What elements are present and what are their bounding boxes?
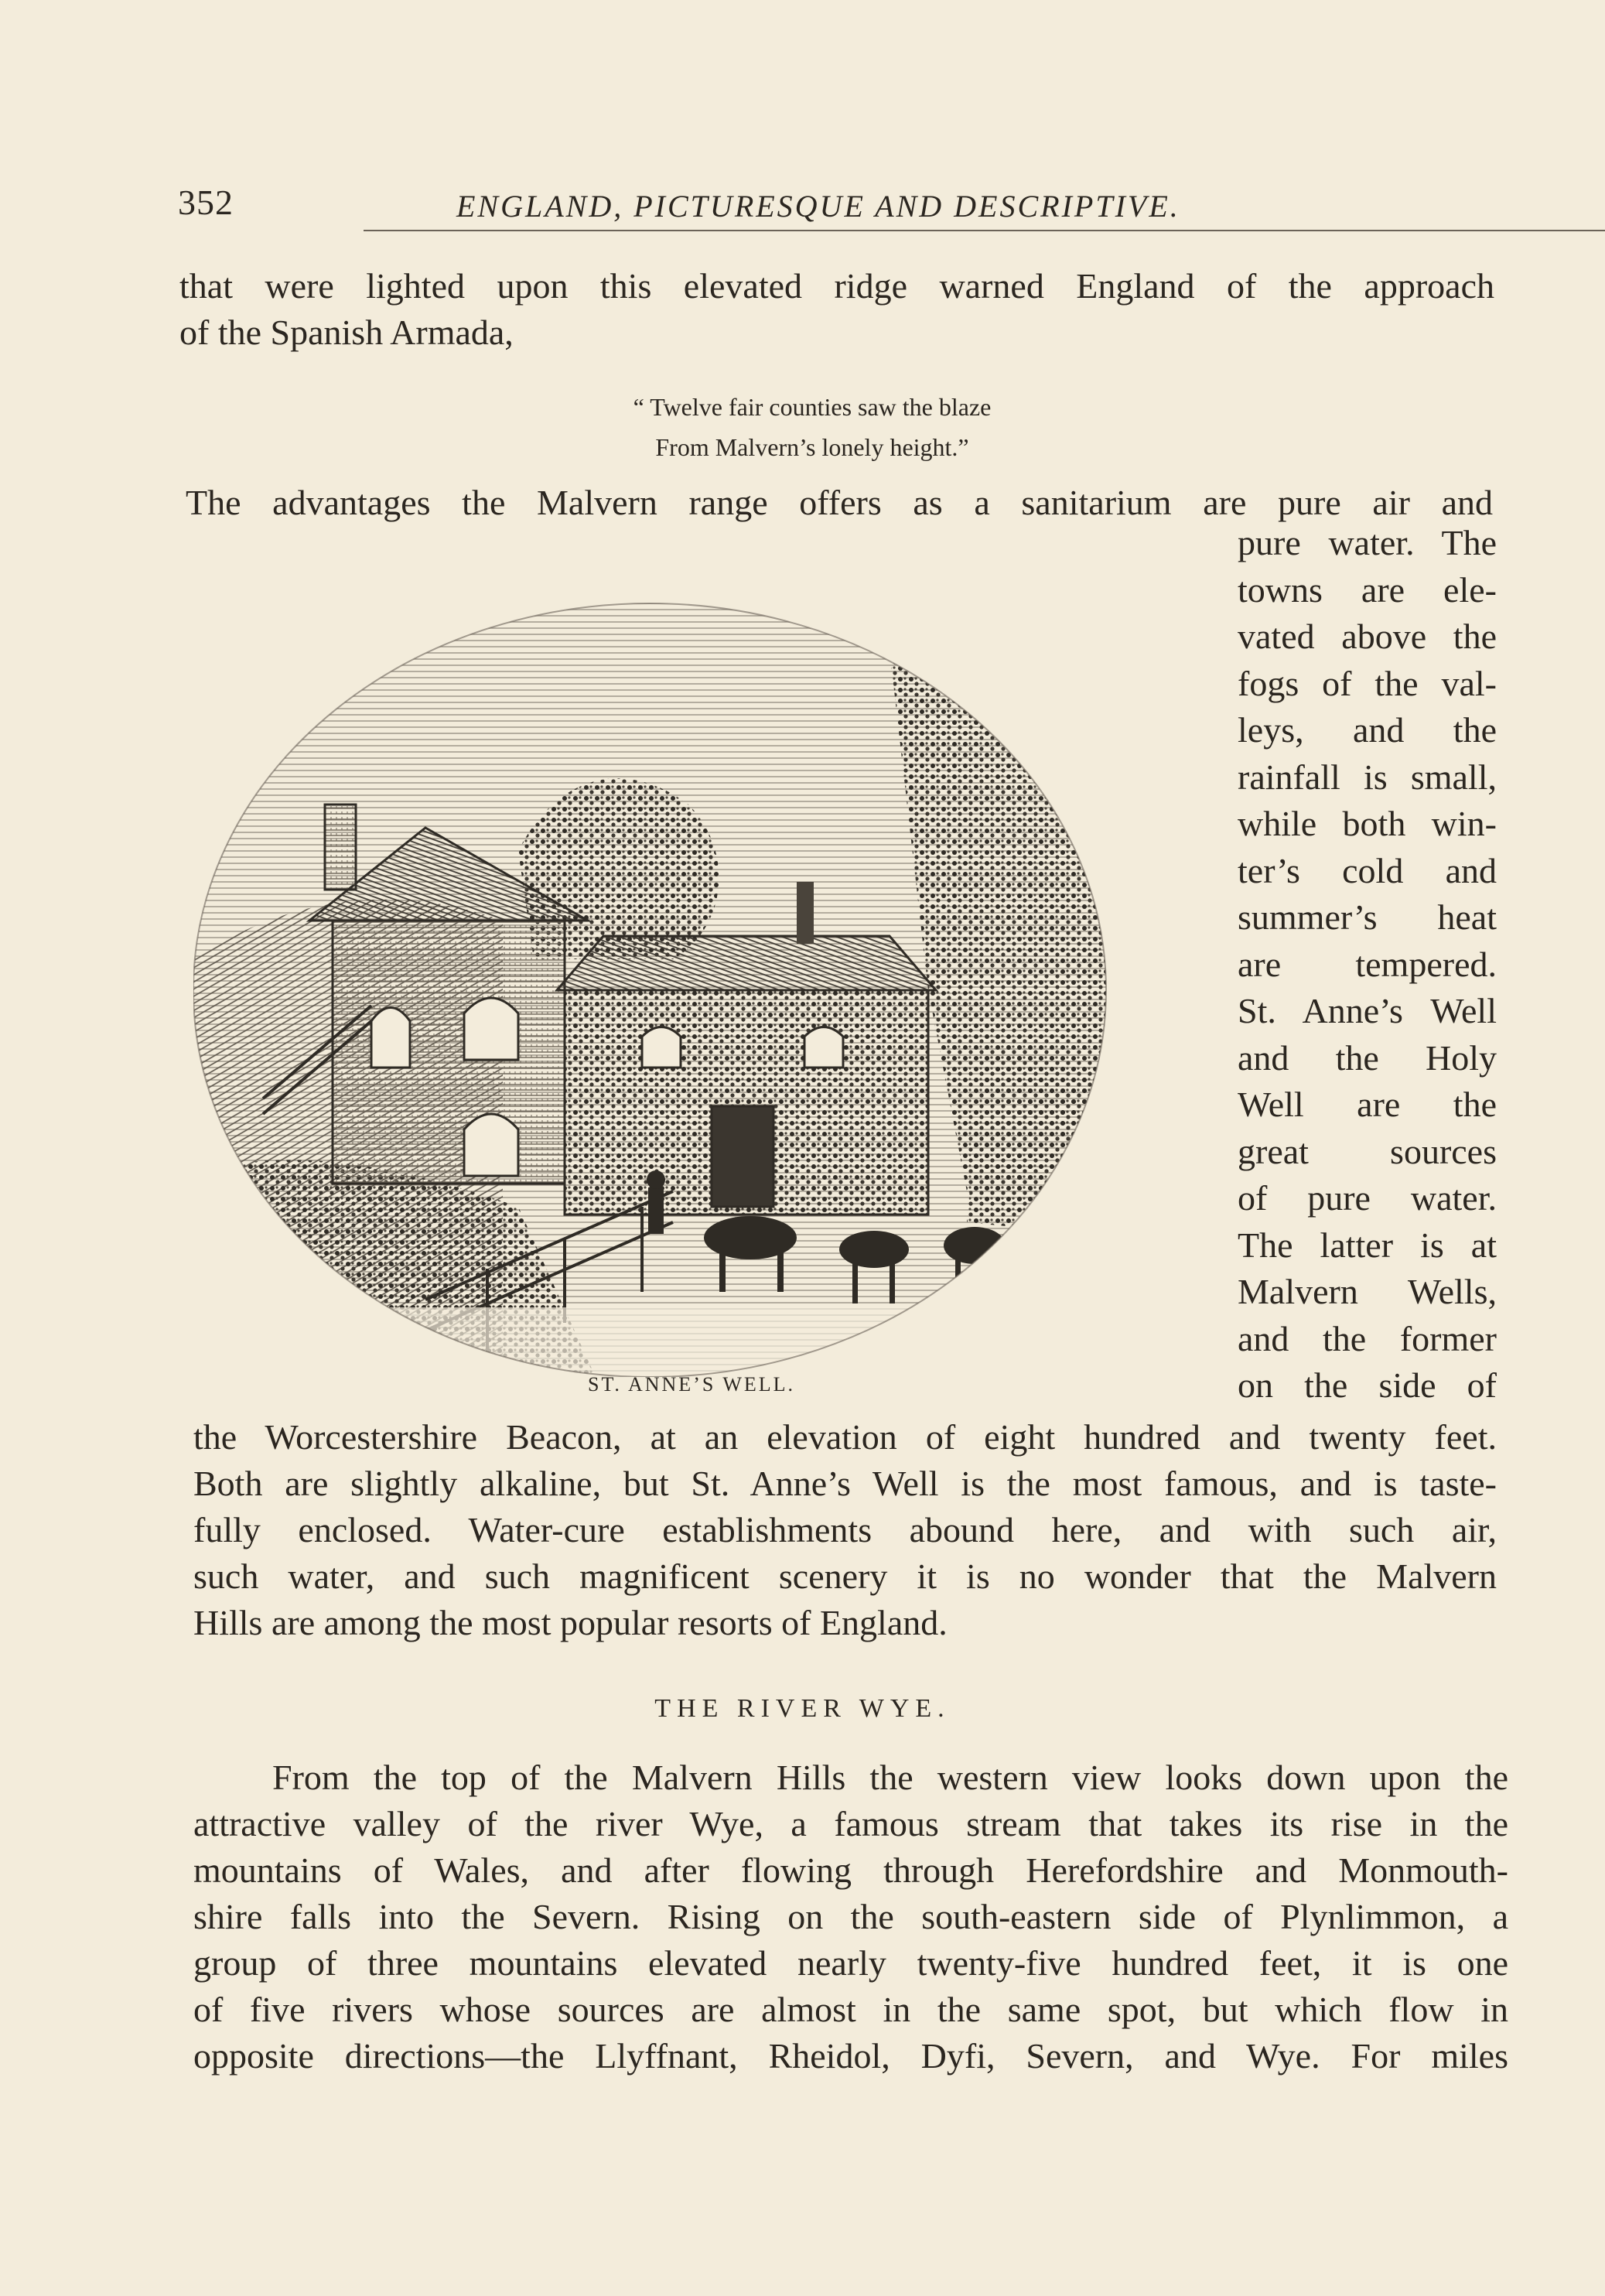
text-line: that were lighted upon this elevated ridge warned England of the approach [179, 266, 1494, 306]
header-rule [364, 230, 1605, 231]
intro-paragraph [179, 263, 1494, 356]
text-line: and the Holy [1238, 1037, 1497, 1078]
text-line: fogs of the val- [1238, 663, 1497, 703]
text-line: Malvern Wells, [1238, 1272, 1497, 1311]
text-line: and the former [1238, 1318, 1497, 1358]
text-line: summer’s heat [1238, 897, 1497, 937]
verse-line: From Malvern’s lonely height.” [655, 433, 969, 461]
text-line: group of three mountains elevated nearly twenty-five hundred feet, it is one [193, 1943, 1508, 1983]
page-number: 352 [178, 183, 234, 222]
text-line: opposite directions—the Llyffnant, Rheidol, Dyfi, Severn, and Wye. For miles [193, 2036, 1508, 2076]
river-wye-paragraph [193, 1754, 1508, 2079]
text-line: great sources [1238, 1131, 1497, 1171]
text-line: towns are ele- [1238, 569, 1497, 610]
text-line: such water, and such magnificent scenery it is no wonder that the Malvern [193, 1556, 1497, 1596]
text-line: of five rivers whose sources are almost in the same spot, but which flow in [193, 1990, 1508, 2029]
text-line: are tempered. [1238, 944, 1497, 984]
text-line: pure water. The [1238, 523, 1497, 562]
text-line: The advantages the Malvern range offers as a sanitarium are pure air and [186, 483, 1493, 522]
verse-quote [503, 387, 1122, 467]
paragraph-continuation [193, 1414, 1497, 1646]
text-line: The latter is at [1238, 1225, 1497, 1265]
text-line: leys, and the [1238, 710, 1497, 750]
text-line: while both win- [1238, 804, 1497, 843]
st-annes-well-engraving [193, 557, 1199, 1377]
text-line: vated above the [1238, 617, 1497, 656]
text-line: Hills are among the most popular resorts of England. [193, 1603, 948, 1642]
text-line: shire falls into the Severn. Rising on the south-eastern side of Plynlimmon, a [193, 1897, 1508, 1936]
paragraph-first-line [186, 480, 1493, 526]
text-line: Both are slightly alkaline, but St. Anne’s Well is the most famous, and is taste- [193, 1464, 1497, 1503]
text-line: of the Spanish Armada, [179, 313, 514, 352]
verse-line: “ Twelve fair counties saw the blaze [633, 393, 992, 421]
text-line: St. Anne’s Well [1238, 991, 1497, 1030]
text-line: From the top of the Malvern Hills the western view looks down upon the [272, 1758, 1508, 1797]
illustration-caption: ST. ANNE’S WELL. [588, 1373, 796, 1396]
text-line: ter’s cold and [1238, 850, 1497, 890]
page-header [178, 182, 1493, 236]
running-title: ENGLAND, PICTURESQUE AND DESCRIPTIVE. [456, 189, 1180, 224]
text-line: attractive valley of the river Wye, a famous stream that takes its rise in the [193, 1804, 1508, 1843]
text-line: of pure water. [1238, 1178, 1497, 1218]
text-line: mountains of Wales, and after flowing through Herefordshire and Monmouth- [193, 1850, 1508, 1890]
text-line: rainfall is small, [1238, 757, 1497, 797]
text-line: fully enclosed. Water-cure establishments abound here, and with such air, [193, 1510, 1497, 1549]
text-line: on the side of [1238, 1365, 1497, 1405]
text-line: Well are the [1238, 1085, 1497, 1124]
text-line: the Worcestershire Beacon, at an elevation of eight hundred and twenty feet. [193, 1417, 1497, 1457]
section-heading: THE RIVER WYE. [654, 1694, 951, 1723]
wrapped-text-column [1238, 520, 1497, 1409]
